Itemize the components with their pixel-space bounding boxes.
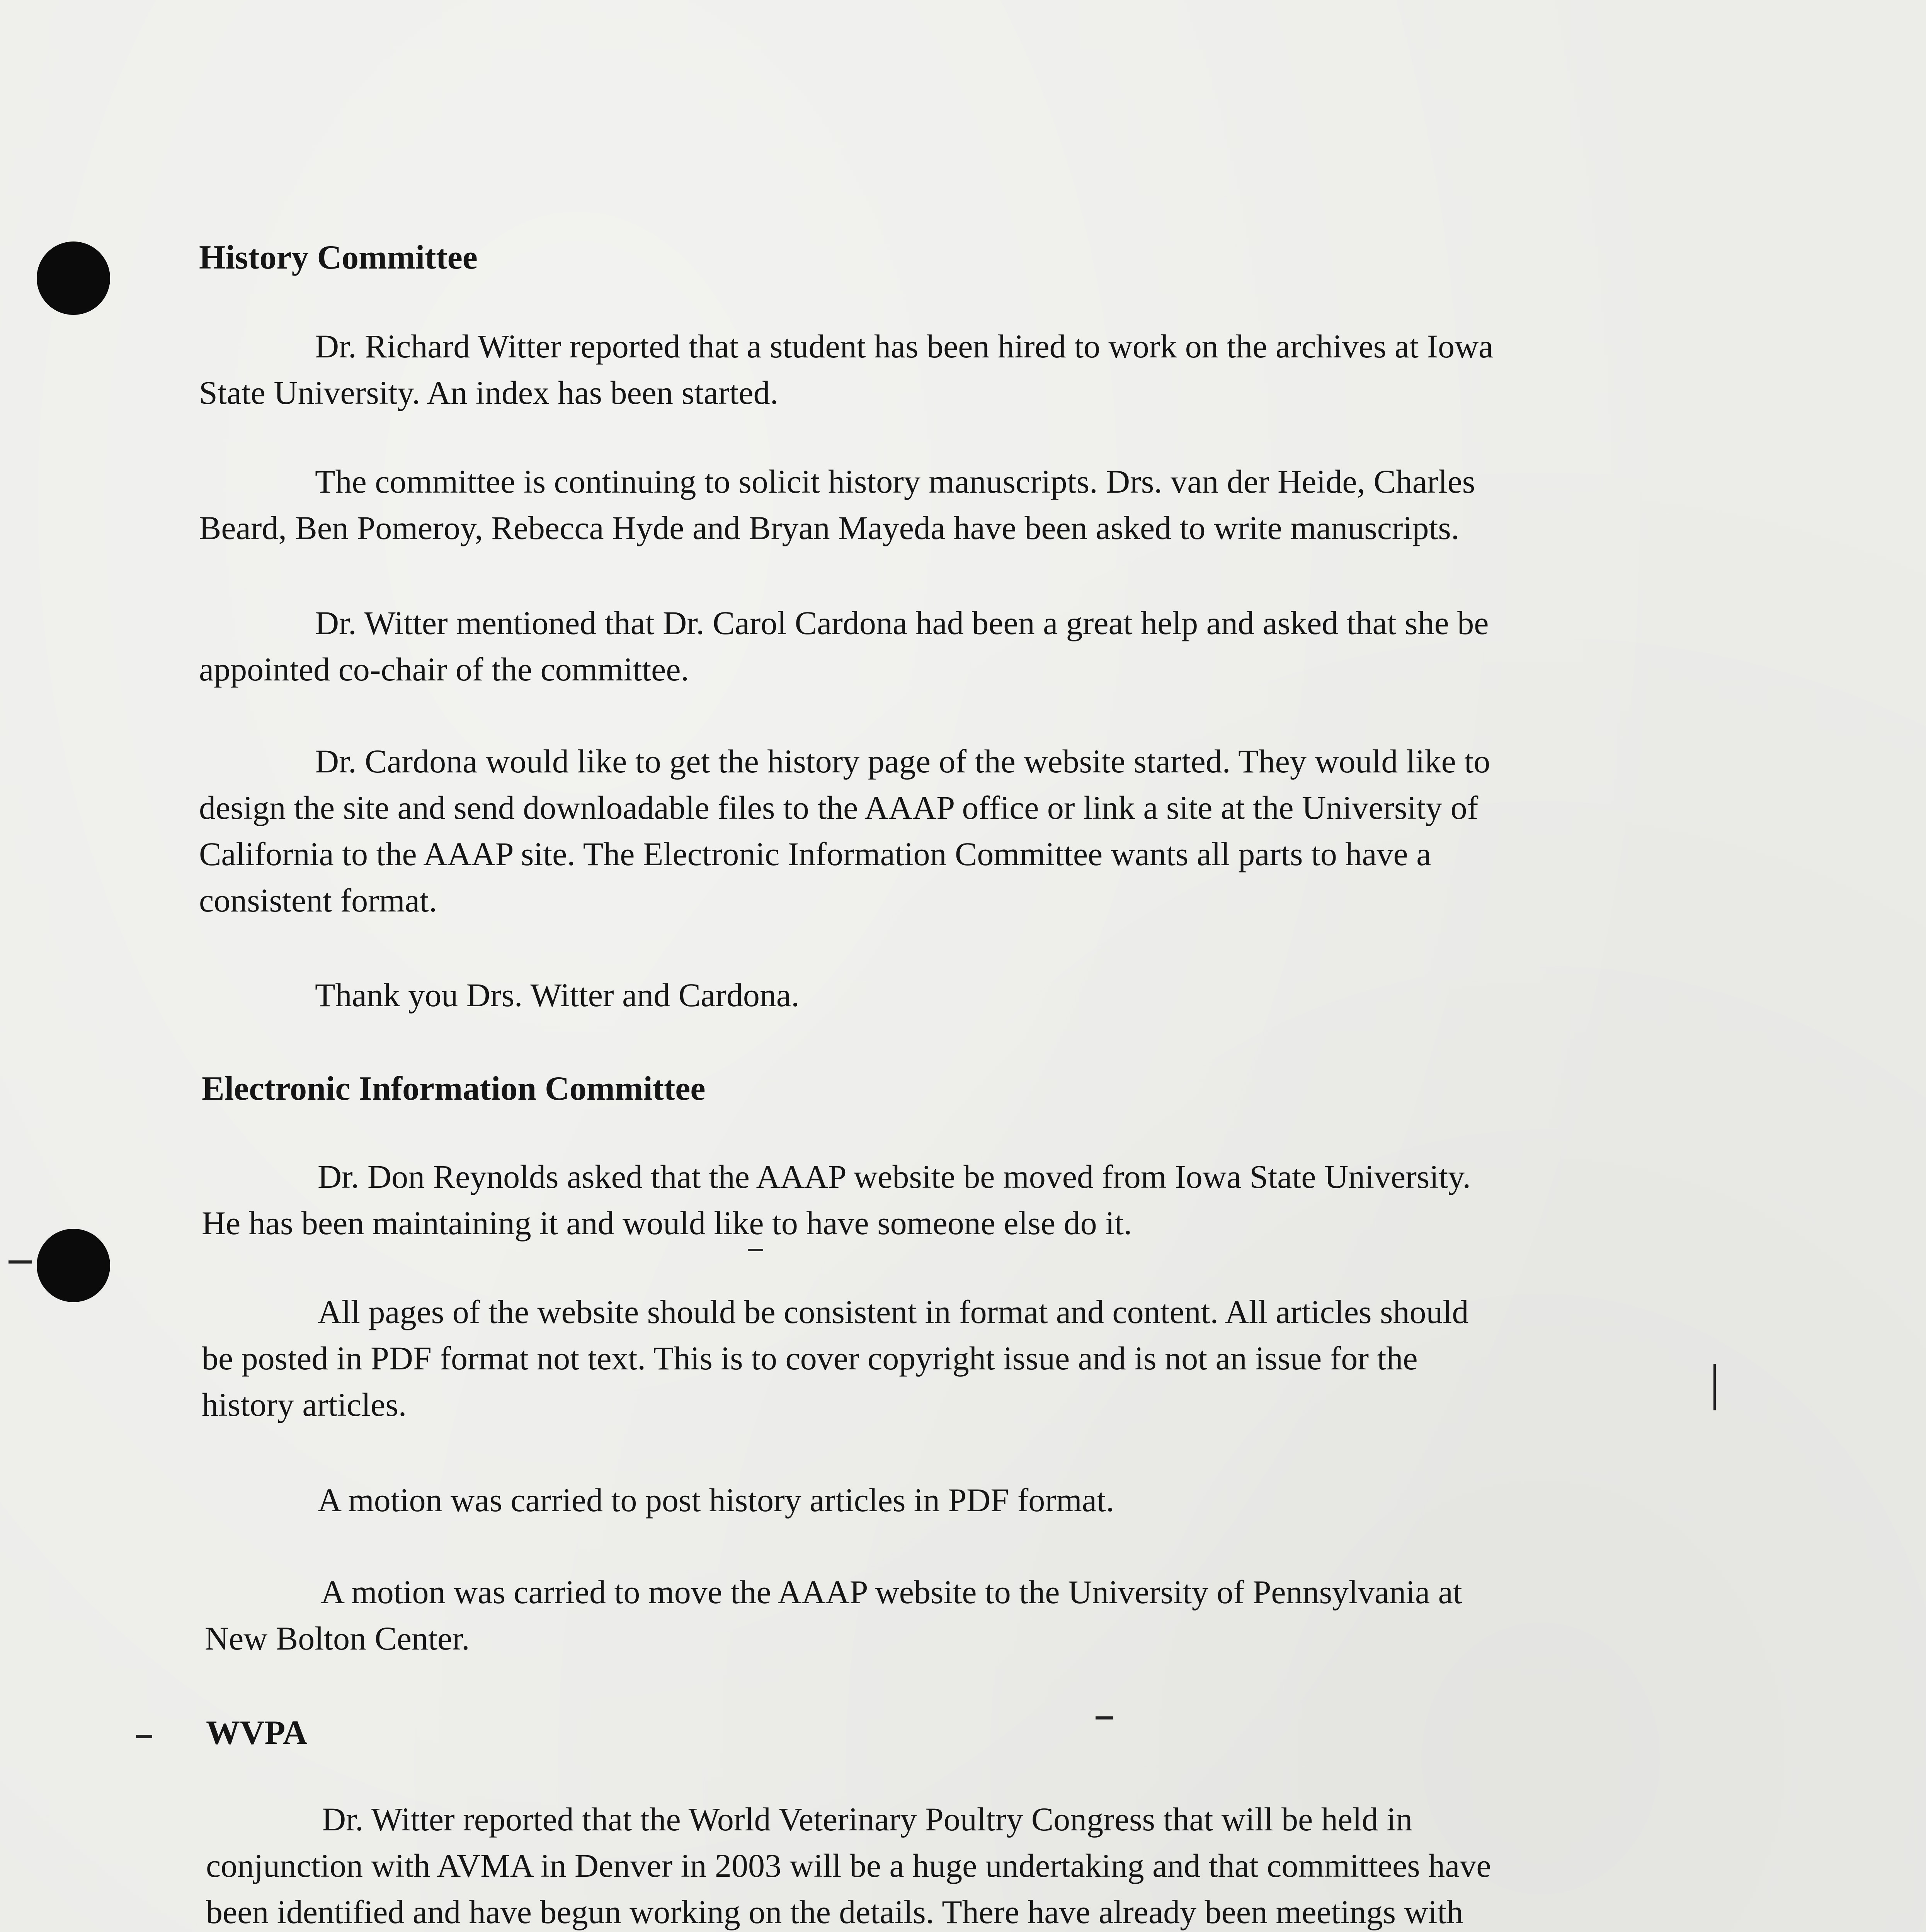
history-paragraph-1: Dr. Richard Witter reported that a student has been hired to work on the archives at Iowa State University. An index has been started. [199,328,1494,411]
electronic-paragraph-2: All pages of the website should be consistent in format and content. All articles should be posted in PDF format not text. This is to cover copyright issue and is not an issue for the history articles. [202,1293,1469,1423]
wvpa-paragraph-1: Dr. Witter reported that the World Veterinary Poultry Congress that will be held in conjunction with AVMA in Denver in 2003 will be a huge undertaking and that committees have been identified and have begun working on the details. There have already been meetings with [206,1801,1491,1930]
punch-hole-middle [37,1229,110,1302]
scan-mark [9,1260,32,1264]
punch-hole-top [37,242,110,315]
history-paragraph-4: Dr. Cardona would like to get the history page of the website started. They would like to design the site and send downloadable files to the AAAP office or link a site at the University of California to the AAAP site. The Electronic Information Committee wants all parts to have a consistent format. [199,743,1490,919]
scan-mark [748,1249,763,1251]
section-heading-wvpa: WVPA [206,1714,308,1752]
history-paragraph-2: The committee is continuing to solicit history manuscripts. Drs. van der Heide, Charles Beard, Ben Pomeroy, Rebecca Hyde and Bryan Mayeda have been asked to write manuscripts. [199,463,1475,546]
electronic-paragraph-1: Dr. Don Reynolds asked that the AAAP website be moved from Iowa State University. He has been maintaining it and would like to have someone else do it. [202,1158,1471,1242]
history-paragraph-5: Thank you Drs. Witter and Cardona. [315,976,800,1014]
history-paragraph-3: Dr. Witter mentioned that Dr. Carol Cardona had been a great help and asked that she be appointed co-chair of the committee. [199,604,1489,688]
section-heading-history-committee: History Committee [199,239,478,276]
electronic-paragraph-3: A motion was carried to post history articles in PDF format. [318,1481,1114,1519]
scan-mark [136,1735,152,1738]
electronic-paragraph-4: A motion was carried to move the AAAP website to the University of Pennsylvania at New Bolton Center. [205,1573,1462,1657]
scan-mark [1096,1716,1113,1719]
section-heading-electronic-information-committee: Electronic Information Committee [202,1070,706,1107]
